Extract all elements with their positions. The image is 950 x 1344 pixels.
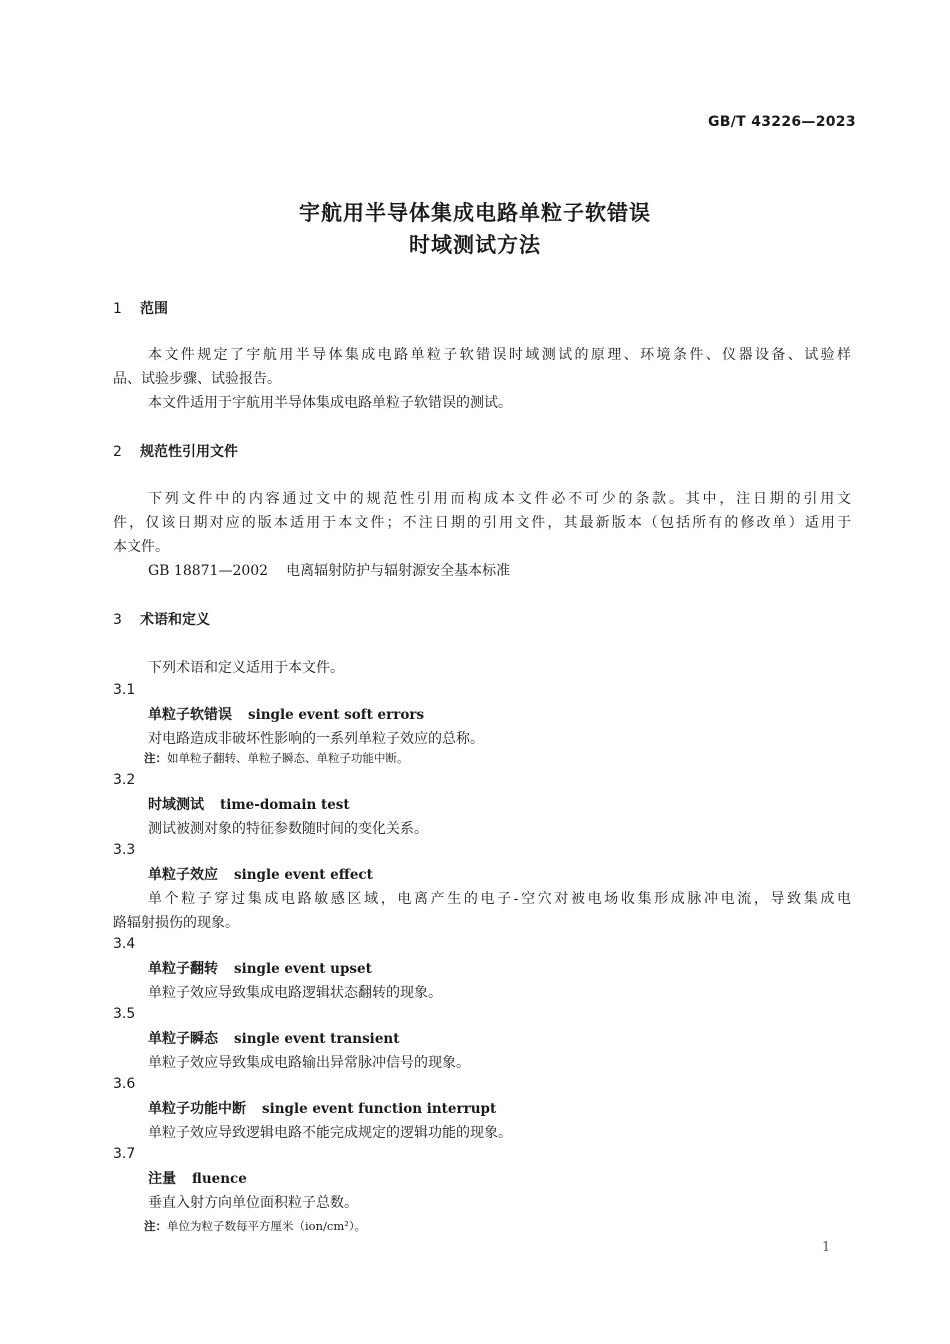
term-english: single event function interrupt (262, 1101, 497, 1117)
section-number: 1 (113, 301, 122, 317)
section-number: 2 (113, 444, 122, 460)
term-definition: 单粒子效应导致集成电路输出异常脉冲信号的现象。 (148, 1055, 470, 1071)
term-number: 3.1 (113, 682, 136, 698)
term-number: 3.6 (113, 1076, 136, 1092)
term-english: single event upset (234, 961, 372, 977)
term-definition: 对电路造成非破坏性影响的一系列单粒子效应的总称。 (148, 731, 484, 747)
term-chinese: 单粒子软错误 (148, 707, 232, 723)
note-label: 注： (144, 751, 167, 765)
reference-title: 电离辐射防护与辐射源安全基本标准 (286, 563, 511, 579)
term-note (144, 750, 409, 766)
term-english: single event transient (234, 1031, 400, 1047)
paragraph: 本文件适用于宇航用半导体集成电路单粒子软错误的测试。 (148, 395, 512, 411)
section-title: 术语和定义 (140, 612, 210, 628)
note-text: 如单粒子翻转、单粒子瞬态、单粒子功能中断。 (167, 751, 409, 765)
term-number: 3.5 (113, 1006, 136, 1022)
paragraph-line: 下列文件中的内容通过文中的规范性引用而构成本文件必不可少的条款。其中，注日期的引用文 (148, 491, 851, 507)
note-text: 单位为粒子数每平方厘米（ion/cm²）。 (167, 1219, 367, 1233)
term-english: single event effect (234, 867, 373, 883)
term-english: single event soft errors (248, 707, 425, 723)
standard-code: GB/T 43226—2023 (708, 114, 856, 130)
section-heading-terms-definitions (113, 609, 210, 629)
paragraph-line: 本文件规定了宇航用半导体集成电路单粒子软错误时域测试的原理、环境条件、仪器设备、试验样 (148, 347, 851, 363)
note-label: 注： (144, 1219, 167, 1233)
document-title-line1: 宇航用半导体集成电路单粒子软错误 (299, 201, 651, 225)
term-definition-line: 单个粒子穿过集成电路敏感区域，电离产生的电子-空穴对被电场收集形成脉冲电流，导致集成电 (148, 891, 851, 907)
paragraph-line: 品、试验步骤、试验报告。 (113, 371, 281, 387)
term-english: time-domain test (220, 797, 350, 813)
section-title: 范围 (140, 301, 168, 317)
reference-code: GB 18871—2002 (148, 563, 269, 579)
term-number: 3.2 (113, 772, 136, 788)
section-heading-scope (113, 298, 168, 318)
section-number: 3 (113, 612, 122, 628)
term-note (144, 1218, 366, 1234)
term-heading (148, 864, 373, 884)
paragraph-line: 件，仅该日期对应的版本适用于本文件；不注日期的引用文件，其最新版本（包括所有的修改单）适用于 (113, 515, 851, 531)
term-chinese: 单粒子功能中断 (148, 1101, 246, 1117)
term-heading (148, 794, 350, 814)
term-number: 3.4 (113, 936, 136, 952)
section-heading-normative-references (113, 441, 238, 461)
section-title: 规范性引用文件 (140, 444, 238, 460)
term-chinese: 单粒子翻转 (148, 961, 218, 977)
term-definition: 垂直入射方向单位面积粒子总数。 (148, 1195, 358, 1211)
paragraph-line: 本文件。 (113, 539, 169, 555)
page-number: 1 (822, 1240, 831, 1255)
term-definition-line: 路辐射损伤的现象。 (113, 915, 239, 931)
term-definition: 测试被测对象的特征参数随时间的变化关系。 (148, 821, 428, 837)
term-definition: 单粒子效应导致逻辑电路不能完成规定的逻辑功能的现象。 (148, 1125, 512, 1141)
term-chinese: 单粒子瞬态 (148, 1031, 218, 1047)
normative-reference (148, 559, 510, 583)
term-heading (148, 704, 424, 724)
term-heading (148, 1028, 399, 1048)
term-english: fluence (192, 1171, 247, 1187)
term-chinese: 单粒子效应 (148, 867, 218, 883)
term-number: 3.3 (113, 842, 136, 858)
term-heading (148, 1098, 496, 1118)
document-title-line2: 时域测试方法 (409, 233, 541, 257)
term-chinese: 注量 (148, 1171, 176, 1187)
paragraph: 下列术语和定义适用于本文件。 (148, 660, 344, 676)
term-heading (148, 1168, 247, 1188)
term-heading (148, 958, 372, 978)
term-definition: 单粒子效应导致集成电路逻辑状态翻转的现象。 (148, 985, 442, 1001)
term-number: 3.7 (113, 1146, 136, 1162)
term-chinese: 时域测试 (148, 797, 204, 813)
